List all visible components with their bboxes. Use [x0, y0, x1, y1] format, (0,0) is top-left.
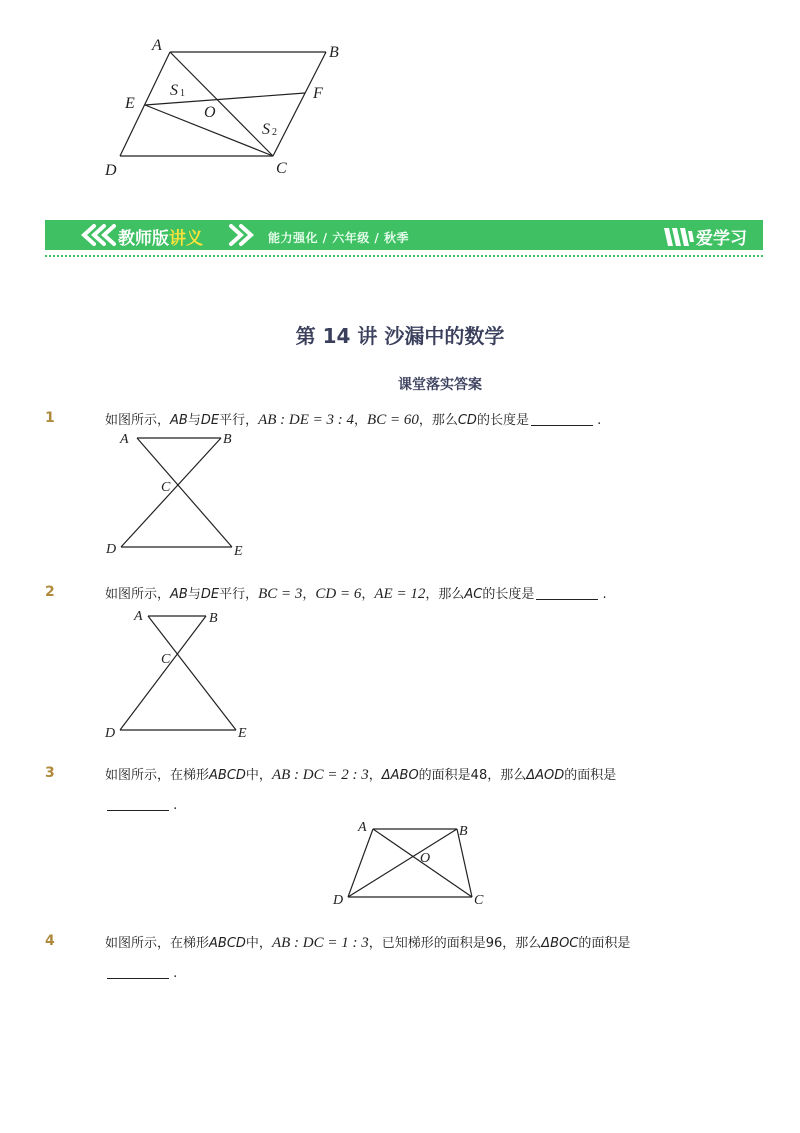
q2-segment: DE — [200, 587, 220, 602]
q4-math: AB : DC = 1 : 3 — [271, 935, 369, 951]
top-parallelogram-figure — [0, 0, 800, 210]
q3-text: 如图所示，在梯形 — [105, 768, 210, 783]
label-s2-sub: 2 — [272, 127, 277, 138]
brand-name: 爱学习 — [696, 229, 747, 249]
label-d: D — [105, 726, 116, 741]
label-e: E — [238, 726, 247, 741]
label-c: C — [161, 480, 171, 495]
q4-text: 如图所示，在梯形 — [105, 936, 210, 951]
q3-triangle: ΔAOD — [526, 768, 565, 783]
label-b: B — [223, 432, 232, 447]
q1-math: AB : DE = 3 : 4 — [258, 412, 355, 428]
q3-text: 的面积是48，那么 — [418, 768, 527, 783]
edge-bd — [121, 438, 221, 547]
label-d: D — [106, 542, 117, 557]
banner-subtitle: 能力强化 / 六年级 / 秋季 — [268, 231, 409, 245]
figure-question-3 — [320, 815, 500, 915]
q2-math: BC = 3 — [258, 586, 303, 602]
edge-da — [348, 829, 373, 897]
label-b: B — [329, 44, 339, 61]
label-f: F — [313, 85, 323, 102]
q3-text: . — [169, 798, 178, 813]
edge-ae — [137, 438, 232, 547]
q3-text: 的面积是 — [564, 768, 617, 783]
q4-text: 的面积是 — [578, 936, 631, 951]
q1-text: 如图所示， — [105, 413, 171, 428]
q4-text: . — [169, 966, 178, 981]
q1-text: ，那么 — [418, 413, 458, 428]
q2-text: ， — [302, 587, 316, 602]
q1-text: ， — [354, 413, 368, 428]
label-s2: S — [262, 121, 270, 138]
label-e: E — [234, 544, 243, 559]
answer-blank-4[interactable] — [107, 978, 169, 979]
banner-title-highlight: 讲义 — [169, 229, 203, 249]
lecture-title: 第 14 讲 沙漏中的数学 — [295, 324, 505, 348]
q3-text: 中， — [245, 768, 272, 783]
q2-math: CD = 6 — [315, 586, 362, 602]
label-a: A — [358, 820, 367, 835]
question-text-3-line2 — [105, 798, 177, 813]
q4-text: 中， — [245, 936, 272, 951]
q2-text: 的长度是 — [482, 587, 535, 602]
label-b: B — [209, 611, 218, 626]
segment-ac — [170, 52, 273, 156]
q2-text: 如图所示， — [105, 587, 171, 602]
answer-blank-1[interactable] — [531, 425, 593, 426]
banner-title-main: 教师版 — [118, 229, 169, 249]
q4-text: ，已知梯形的面积是96，那么 — [368, 936, 542, 951]
q2-text: . — [598, 587, 607, 602]
question-text-3 — [105, 764, 616, 784]
q2-segment: AB — [170, 587, 188, 602]
q1-segment: DE — [200, 413, 220, 428]
segment-ef — [145, 93, 305, 105]
figure-question-2 — [0, 600, 300, 745]
label-c: C — [161, 652, 171, 667]
edge-bc — [273, 52, 326, 156]
question-number-4: 4 — [45, 933, 55, 949]
q1-segment: AB — [170, 413, 188, 428]
q2-text: 与 — [187, 587, 201, 602]
diagonal-bd — [348, 829, 457, 897]
q2-segment: AC — [464, 587, 483, 602]
q3-text: ， — [368, 768, 382, 783]
q1-text: 平行， — [219, 413, 259, 428]
label-a: A — [120, 432, 129, 447]
label-o: O — [420, 851, 431, 866]
q1-text: 的长度是 — [476, 413, 529, 428]
q1-text: 与 — [187, 413, 201, 428]
edge-bc — [457, 829, 472, 897]
question-number-3: 3 — [45, 765, 55, 781]
q1-text: . — [592, 413, 602, 428]
q2-text: ， — [361, 587, 375, 602]
figure-question-1 — [0, 425, 300, 560]
label-d: D — [105, 162, 117, 179]
answer-blank-2[interactable] — [536, 599, 598, 600]
label-c: C — [276, 160, 287, 177]
edge-ae — [148, 616, 236, 730]
label-a: A — [152, 37, 162, 54]
edge-bd — [120, 616, 206, 730]
label-c: C — [474, 893, 484, 908]
answer-blank-3[interactable] — [107, 810, 169, 811]
q3-math: AB : DC = 2 : 3 — [271, 767, 369, 783]
question-number-1: 1 — [45, 410, 55, 426]
q1-math: BC = 60 — [367, 412, 419, 428]
q1-segment: CD — [457, 413, 477, 428]
q4-segment: ABCD — [209, 936, 246, 951]
q4-triangle: ΔBOC — [541, 936, 579, 951]
question-text-4-line2 — [105, 966, 177, 981]
q3-triangle: ΔABO — [381, 768, 419, 783]
label-b: B — [459, 824, 468, 839]
label-s1: S — [170, 82, 178, 99]
q2-text: 平行， — [219, 587, 259, 602]
q2-math: AE = 12 — [374, 586, 426, 602]
label-d: D — [333, 893, 344, 908]
banner-dotted-divider — [45, 255, 763, 257]
question-number-2: 2 — [45, 584, 55, 600]
banner-title — [118, 224, 203, 249]
label-s1-sub: 1 — [180, 88, 185, 99]
label-e: E — [125, 95, 135, 112]
q3-segment: ABCD — [209, 768, 246, 783]
label-o: O — [204, 104, 216, 121]
q2-text: ，那么 — [425, 587, 465, 602]
label-a: A — [134, 609, 143, 624]
question-text-4 — [105, 932, 630, 952]
section-title: 课堂落实答案 — [398, 377, 482, 393]
